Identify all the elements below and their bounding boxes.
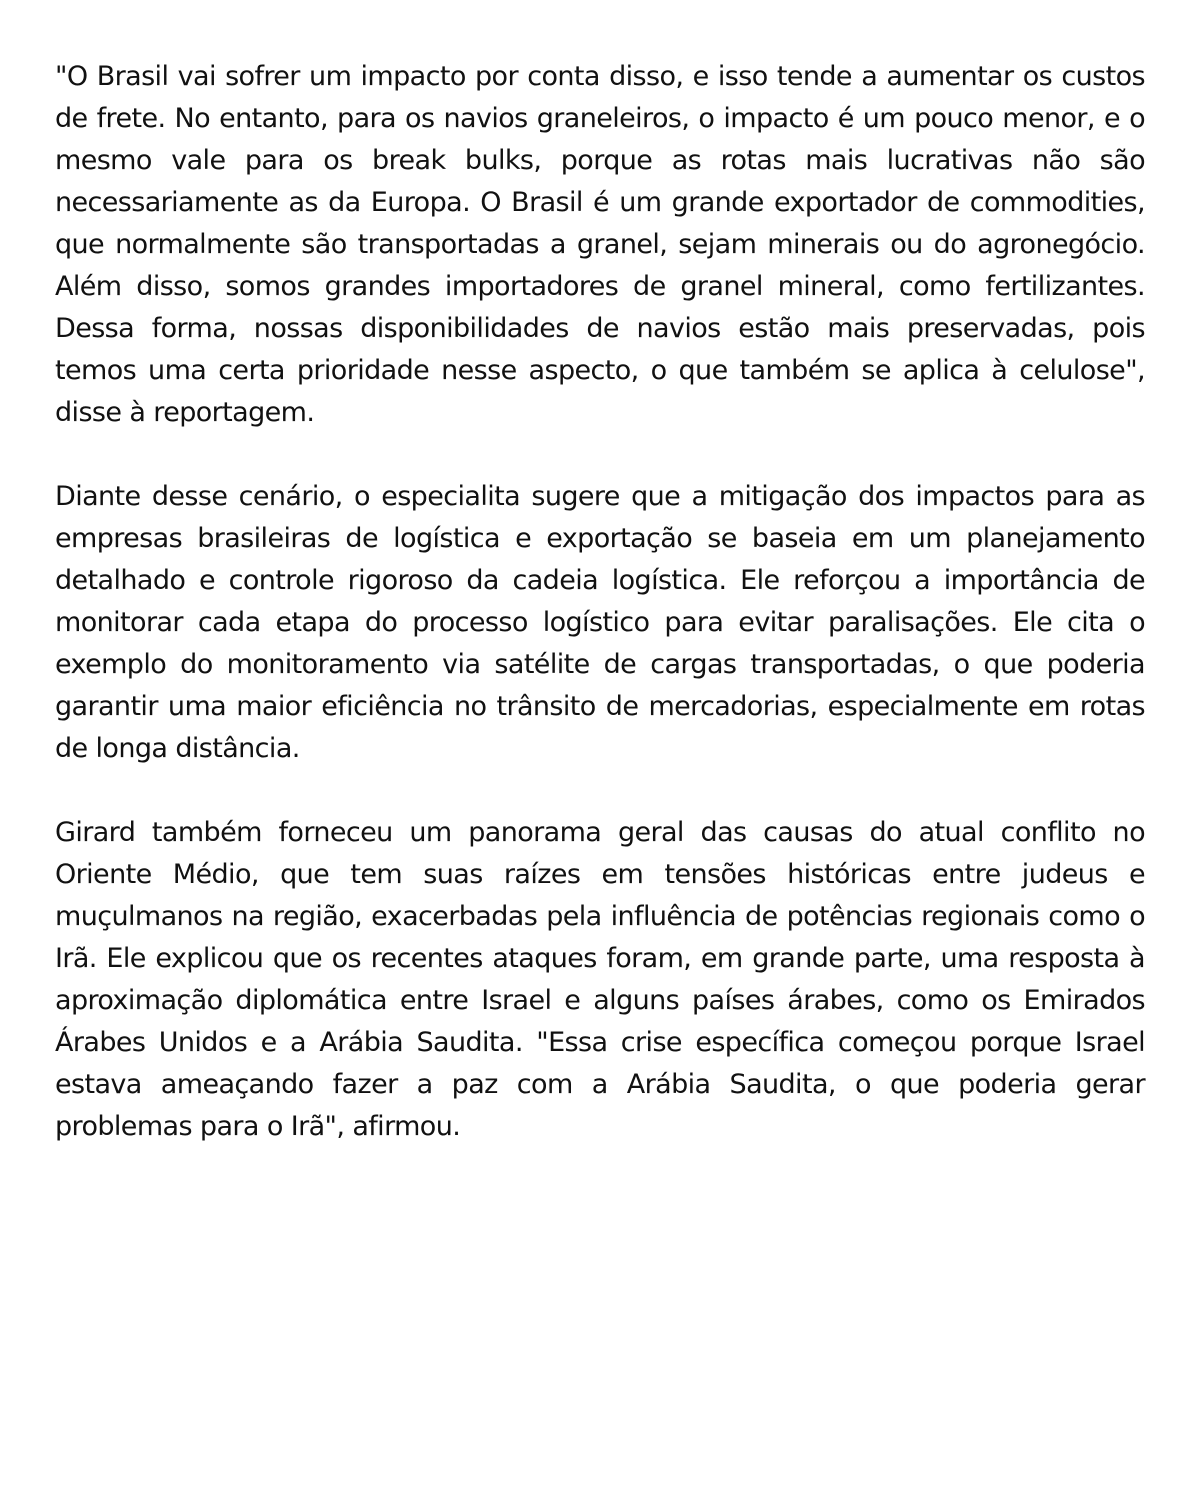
article-body xyxy=(55,56,1145,1148)
paragraph-middle-east-context: Girard também forneceu um panorama geral das causas do atual conflito no Oriente Médio, que tem suas raízes em tensões históricas entre judeus e muçulmanos na região, exacerbadas pela influência de potências regionais como o Irã. Ele explicou que os recentes ataques foram, em grande parte, uma resposta à aproximação diplomática entre Israel e alguns países árabes, como os Emirados Árabes Unidos e a Arábia Saudita. "Essa crise específica começou porque Israel estava ameaçando fazer a paz com a Arábia Saudita, o que poderia gerar problemas para o Irã", afirmou. xyxy=(55,817,1145,1142)
paragraph-quote-brazil-freight: "O Brasil vai sofrer um impacto por conta disso, e isso tende a aumentar os custos de frete. No entanto, para os navios graneleiros, o impacto é um pouco menor, e o mesmo vale para os break bulks, porque as rotas mais lucrativas não são necessariamente as da Europa. O Brasil é um grande exportador de commodities, que normalmente são transportadas a granel, sejam minerais ou do agronegócio. Além disso, somos grandes importadores de granel mineral, como fertilizantes. Dessa forma, nossas disponibilidades de navios estão mais preservadas, pois temos uma certa prioridade nesse aspecto, o que também se aplica à celulose", disse à reportagem. xyxy=(55,61,1145,428)
paragraph-mitigation-strategy: Diante desse cenário, o especialita sugere que a mitigação dos impactos para as empresas brasileiras de logística e exportação se baseia em um planejamento detalhado e controle rigoroso da cadeia logística. Ele reforçou a importância de monitorar cada etapa do processo logístico para evitar paralisações. Ele cita o exemplo do monitoramento via satélite de cargas transportadas, o que poderia garantir uma maior eficiência no trânsito de mercadorias, especialmente em rotas de longa distância. xyxy=(55,481,1145,764)
